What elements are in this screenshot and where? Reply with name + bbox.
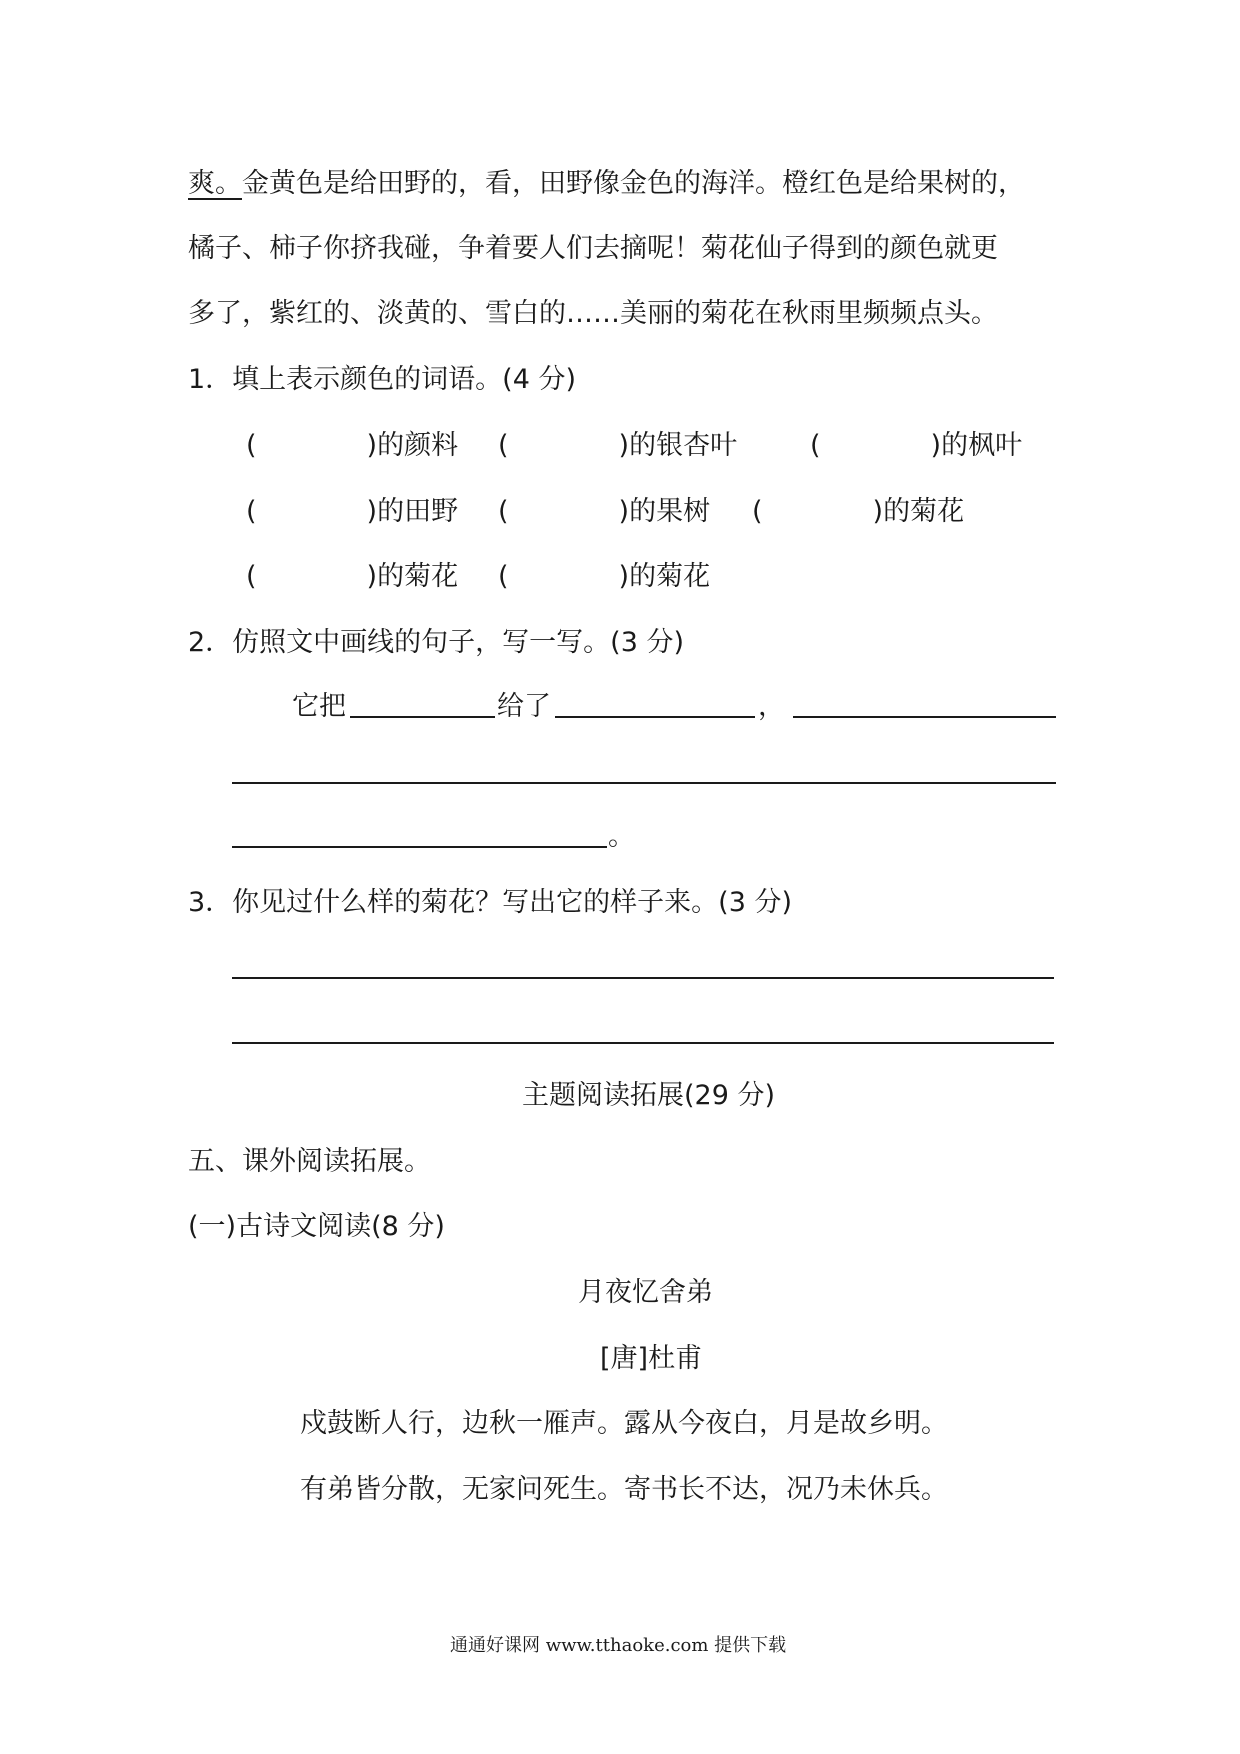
poem-title: 月夜忆舍弟 <box>578 1277 713 1308</box>
q2-answer-blank-1[interactable] <box>350 716 495 718</box>
q1-item-label: )的果树 <box>618 496 711 527</box>
q3-answer-line-2[interactable] <box>232 1042 1054 1044</box>
q2-end-period: 。 <box>608 821 635 852</box>
q1-blank-7[interactable] <box>246 563 458 590</box>
poem-author: [唐]杜甫 <box>600 1343 703 1374</box>
q2-answer-blank-3[interactable] <box>793 716 1056 718</box>
open-paren: ( <box>498 430 509 461</box>
passage-line-2: 橘子、柿子你挤我碰，争着要人们去摘呢！菊花仙子得到的颜色就更 <box>188 233 998 264</box>
poem-line-1: 戍鼓断人行，边秋一雁声。露从今夜白，月是故乡明。 <box>300 1408 948 1439</box>
q1-blank-5[interactable] <box>498 498 710 525</box>
question-1-title: 1．填上表示颜色的词语。(4 分) <box>188 364 577 395</box>
q1-item-label: )的菊花 <box>366 561 459 592</box>
q2-prompt-part1: 它把 <box>292 691 346 722</box>
subsection-title: (一)古诗文阅读(8 分) <box>188 1211 445 1242</box>
q1-item-label: )的菊花 <box>618 561 711 592</box>
open-paren: ( <box>498 496 509 527</box>
q2-answer-line-3[interactable] <box>232 846 607 848</box>
section-heading: 主题阅读拓展(29 分) <box>522 1080 776 1111</box>
question-2-title: 2．仿照文中画线的句子，写一写。(3 分) <box>188 627 685 658</box>
q1-blank-1[interactable] <box>246 432 458 459</box>
open-paren: ( <box>810 430 821 461</box>
open-paren: ( <box>246 561 257 592</box>
q1-item-label: )的田野 <box>366 496 459 527</box>
q1-item-label: )的银杏叶 <box>618 430 738 461</box>
q2-answer-line-2[interactable] <box>232 782 1056 784</box>
q1-blank-6[interactable] <box>752 498 964 525</box>
q1-item-label: )的颜料 <box>366 430 459 461</box>
q1-blank-2[interactable] <box>498 432 737 459</box>
passage-line-1-text: 金黄色是给田野的，看，田野像金色的海洋。橙红色是给果树的， <box>242 168 1025 199</box>
open-paren: ( <box>498 561 509 592</box>
passage-line-1 <box>188 170 1025 197</box>
question-3-title: 3．你见过什么样的菊花？写出它的样子来。(3 分) <box>188 887 793 918</box>
q1-blank-8[interactable] <box>498 563 710 590</box>
passage-line-3: 多了，紫红的、淡黄的、雪白的……美丽的菊花在秋雨里频频点头。 <box>188 298 998 329</box>
underlined-sentence-end: 爽。 <box>188 168 242 199</box>
section-5-title: 五、课外阅读拓展。 <box>188 1146 431 1177</box>
q2-prompt-part2: 给了 <box>497 691 551 722</box>
q3-answer-line-1[interactable] <box>232 977 1054 979</box>
q1-blank-4[interactable] <box>246 498 458 525</box>
q1-blank-3[interactable] <box>810 432 1022 459</box>
footer-credit: 通通好课网 www.tthaoke.com 提供下载 <box>450 1635 787 1656</box>
q2-comma: ， <box>758 691 785 722</box>
open-paren: ( <box>246 496 257 527</box>
q1-item-label: )的菊花 <box>872 496 965 527</box>
q2-answer-blank-2[interactable] <box>555 716 755 718</box>
open-paren: ( <box>246 430 257 461</box>
open-paren: ( <box>752 496 763 527</box>
q1-item-label: )的枫叶 <box>930 430 1023 461</box>
poem-line-2: 有弟皆分散，无家问死生。寄书长不达，况乃未休兵。 <box>300 1474 948 1505</box>
